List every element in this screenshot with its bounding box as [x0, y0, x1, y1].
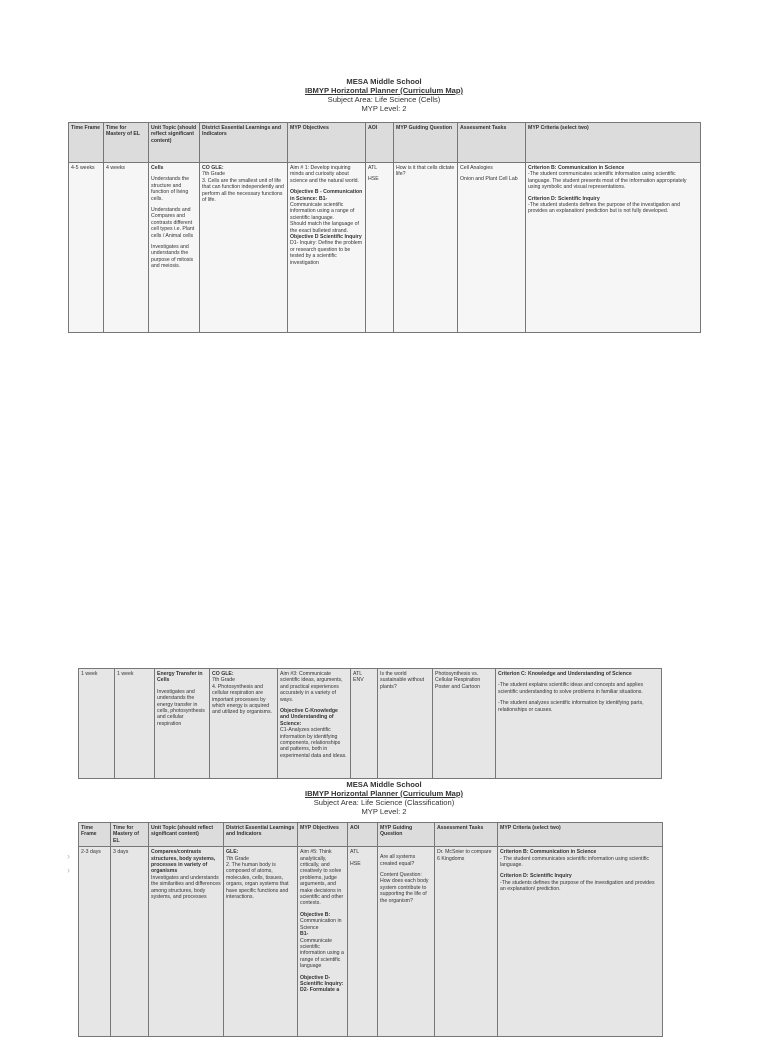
col-header-unit-topic: Unit Topic (should reflect significant content) [149, 123, 200, 163]
chevron-right-icon: › [67, 865, 70, 875]
cell-assessment: Dr. McSnier to compare 6 Kingdoms [435, 847, 498, 1037]
cell-aoi: ATL HSE [348, 847, 378, 1037]
col-header-district: District Essential Learnings and Indicators [200, 123, 288, 163]
cell-objectives: Aim #3: Communicate scientific ideas, arguments, and practical experiences accurately in a variety of ways. Objective C-Knowledge and Understanding of Science: C1-Analyzes scientific information by identifying components, relationships and patterns, both in experimental data and ideas. [278, 669, 351, 779]
col-header-objectives: MYP Objectives [298, 823, 348, 847]
cell-unit-topic: Cells Understands the structure and function of living cells. Understands and Compares and contrasts different cell types i.e. Plant cells / Animal cells Investigates and understands the purpose of mitosis and meiosis. [149, 163, 200, 333]
cell-guiding-question: How is it that cells dictate life? [394, 163, 458, 333]
curriculum-table-classification [78, 822, 663, 1037]
cell-time-frame: 4-5 weeks [69, 163, 104, 333]
cell-time-frame: 2-3 days [79, 847, 111, 1037]
school-title: MESA Middle School [346, 77, 422, 86]
col-header-aoi: AOI [366, 123, 394, 163]
col-header-time-frame: Time Frame [69, 123, 104, 163]
cell-aoi: ATL HSE [366, 163, 394, 333]
cell-unit-topic: Compares/contrasts structures, body systems, processes in variety of organisms Investigates and understands the similarities and differences among structures, body systems, and processes [149, 847, 224, 1037]
col-header-aoi: AOI [348, 823, 378, 847]
cell-mastery: 1 week [115, 669, 155, 779]
cell-district: GLE: 7th Grade 2. The human body is composed of atoms, molecules, cells, tissues, organs, organ systems that have specific functions and interactions. [224, 847, 298, 1037]
curriculum-table-energy [78, 668, 662, 779]
myp-level: MYP Level: 2 [361, 807, 407, 816]
subject-area: Subject Area: Life Science (Cells) [327, 95, 441, 104]
cell-assessment: Photosynthesis vs. Cellular Respiration Poster and Cartoon [433, 669, 496, 779]
cell-objectives: Aim # 1: Develop inquiring minds and curiosity about science and the natural world. Objective B - Communication in Science: B1- Communicate scientific information using a range of scientific language. Should match the language of the exact bulleted strand. Objective D Scientific Inquiry D1- Inquiry: Define the problem or research question to be tested by a scientific investigation [288, 163, 366, 333]
col-header-criteria: MYP Criteria (select two) [498, 823, 663, 847]
cell-unit-topic: Energy Transfer in Cells Investigates and understands the energy transfer in cells, photosynthesis and cellular respiration [155, 669, 210, 779]
header-classification [0, 780, 768, 816]
cell-district: CO GLE: 7th Grade 4. Photosynthesis and cellular respiration are important processes by which energy is acquired and utilized by organisms. [210, 669, 278, 779]
planner-title: IBMYP Horizontal Planner (Curriculum Map) [304, 789, 464, 798]
cell-district: CO GLE: 7th Grade 3. Cells are the smallest unit of life that can function independently and perform all the necessary functions of life. [200, 163, 288, 333]
cell-criteria: Criterion B: Communication in Science - The student communicates scientific information using scientific language. Criterion D: Scientific Inquiry -The students defines the purpose of the investigation and provides an explanation/ prediction. [498, 847, 663, 1037]
col-header-guiding-question: MYP Guiding Question [394, 123, 458, 163]
col-header-unit-topic: Unit Topic (should reflect significant content) [149, 823, 224, 847]
col-header-assessment: Assessment Tasks [458, 123, 526, 163]
chevron-right-icon: › [67, 851, 70, 861]
header-cells [0, 77, 768, 113]
cell-mastery: 4 weeks [104, 163, 149, 333]
cell-mastery: 3 days [111, 847, 149, 1037]
cell-objectives: Aim #5: Think analytically, critically, and creatively to solve problems, judge arguments, and make decisions in scientific and other contexts. Objective B: Communication in Science B1- Communicate scientific information using a range of scientific language Objective D- Scientific Inquiry: D2- Formulate a [298, 847, 348, 1037]
col-header-guiding-question: MYP Guiding Question [378, 823, 435, 847]
cell-criteria: Criterion B: Communication in Science -The student communicates scientific information using scientific language. The student presents most of the information appropriately using symbolic and visual representations. Criterion D: Scientific Inquiry -The student students defines the purpose of the investigation and provides an explanation/ prediction but is not fully developed. [526, 163, 701, 333]
curriculum-table-cells [68, 122, 701, 333]
col-header-mastery: Time for Mastery of EL [104, 123, 149, 163]
myp-level: MYP Level: 2 [361, 104, 407, 113]
col-header-time-frame: Time Frame [79, 823, 111, 847]
cell-time-frame: 1 week [79, 669, 115, 779]
cell-assessment: Cell Analogies Onion and Plant Cell Lab [458, 163, 526, 333]
cell-guiding-question: Is the world sustainable without plants? [378, 669, 433, 779]
col-header-assessment: Assessment Tasks [435, 823, 498, 847]
planner-title: IBMYP Horizontal Planner (Curriculum Map) [304, 86, 464, 95]
cell-guiding-question: Are all systems created equal? Content Question: How does each body system contribute to supporting the life of the organism? [378, 847, 435, 1037]
col-header-criteria: MYP Criteria (select two) [526, 123, 701, 163]
school-title: MESA Middle School [346, 780, 422, 789]
col-header-mastery: Time for Mastery of EL [111, 823, 149, 847]
subject-area: Subject Area: Life Science (Classification) [313, 798, 455, 807]
col-header-district: District Essential Learnings and Indicators [224, 823, 298, 847]
col-header-objectives: MYP Objectives [288, 123, 366, 163]
cell-criteria: Criterion C: Knowledge and Understanding of Science -The student explains scientific ideas and concepts and applies scientific understanding to solve problems in familiar situations. -The student analyzes scientific information by identifying parts, relationships or causes. [496, 669, 662, 779]
cell-aoi: ATL ENV [351, 669, 378, 779]
